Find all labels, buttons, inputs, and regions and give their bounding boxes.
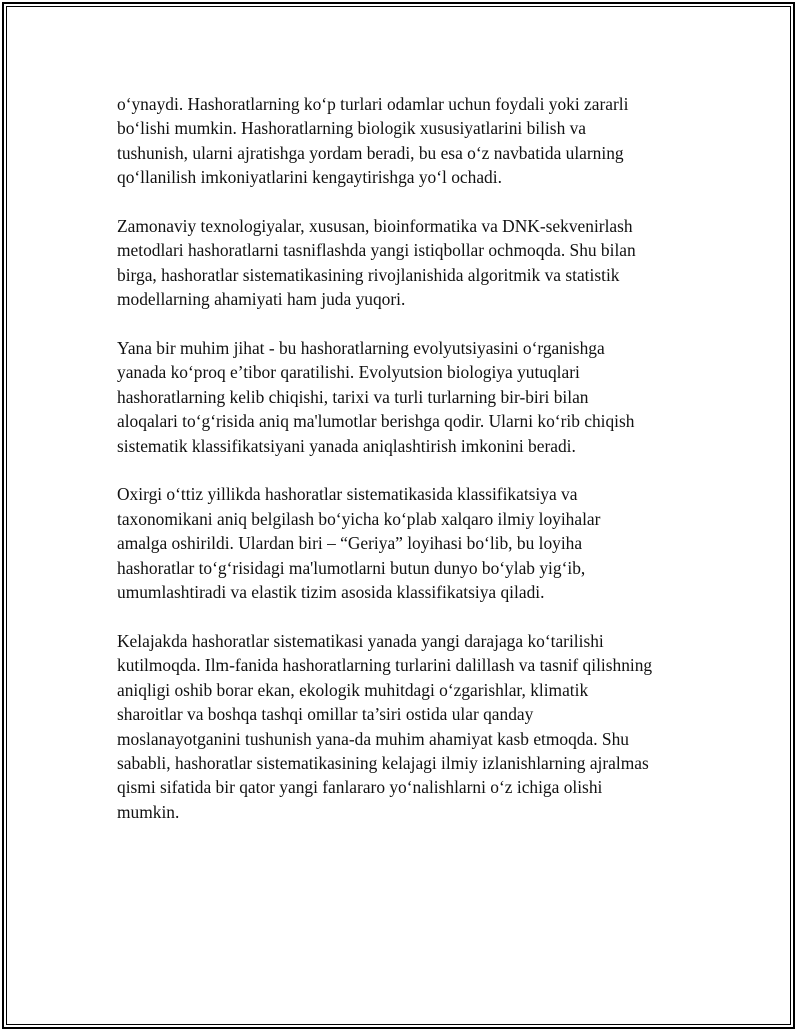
paragraph-1: o‘ynaydi. Hashoratlarning ko‘p turlari odamlar uchun foydali yoki zararli bo‘lishi mumkin. Hashoratlarning biologik xususiyatlarini bilish va tushunish, ularni ajratishga yordam beradi, bu esa o‘z navbatida ularning qo‘llanilish imkoniyatlarini kengaytirishga yo‘l ochadi. [117,94,629,188]
paragraph-2: Zamonaviy texnologiyalar, xususan, bioinformatika va DNK-sekvenirlash metodlari hashoratlarni tasniflashda yangi istiqbollar ochmoqda. Shu bilan birga, hashoratlar sistematikasining rivojlanishida algoritmik va statistik modellarning ahamiyati ham juda yuqori. [117,216,636,310]
paragraph-5: Kelajakda hashoratlar sistematikasi yanada yangi darajaga ko‘tarilishi kutilmoqda. Ilm-fanida hashoratlarning turlarini dalillash va tasnif qilishning aniqligi oshib borar ekan, ekologik muhitdagi o‘zgarishlar, klimatik sharoitlar va boshqa tashqi omillar ta’siri ostida ular qanday moslanayotganini tushunish yana-da muhim ahamiyat kasb etmoqda. Shu sababli, hashoratlar sistematikasining kelajagi ilmiy izlanishlarning ajralmas qismi sifatida bir qator yangi fanlararo yo‘nalishlarni o‘z ichiga olishi mumkin. [117,630,653,822]
paragraph-3: Yana bir muhim jihat - bu hashoratlarning evolyutsiyasini o‘rganishga yanada ko‘proq e’tibor qaratilishi. Evolyutsion biologiya yutuqlari hashoratlarning kelib chiqishi, tarixi va turli turlarning bir-biri bilan aloqalari to‘g‘risida aniq ma'lumotlar berishga qodir. Ularni ko‘rib chiqish sistematik klassifikatsiyani yanada aniqlashtirish imkonini beradi. [117,338,635,456]
paragraph-4: Oxirgi o‘ttiz yillikda hashoratlar sistematikasida klassifikatsiya va taxonomikani aniq belgilash bo‘yicha ko‘plab xalqaro ilmiy loyihalar amalga oshirildi. Ulardan biri – “Geriya” loyihasi bo‘lib, bu loyiha hashoratlar to‘g‘risidagi ma'lumotlarni butun dunyo bo‘ylab yig‘ib, umumlashtiradi va elastik tizim asosida klassifikatsiya qiladi. [117,484,601,603]
document-body [117,92,697,849]
